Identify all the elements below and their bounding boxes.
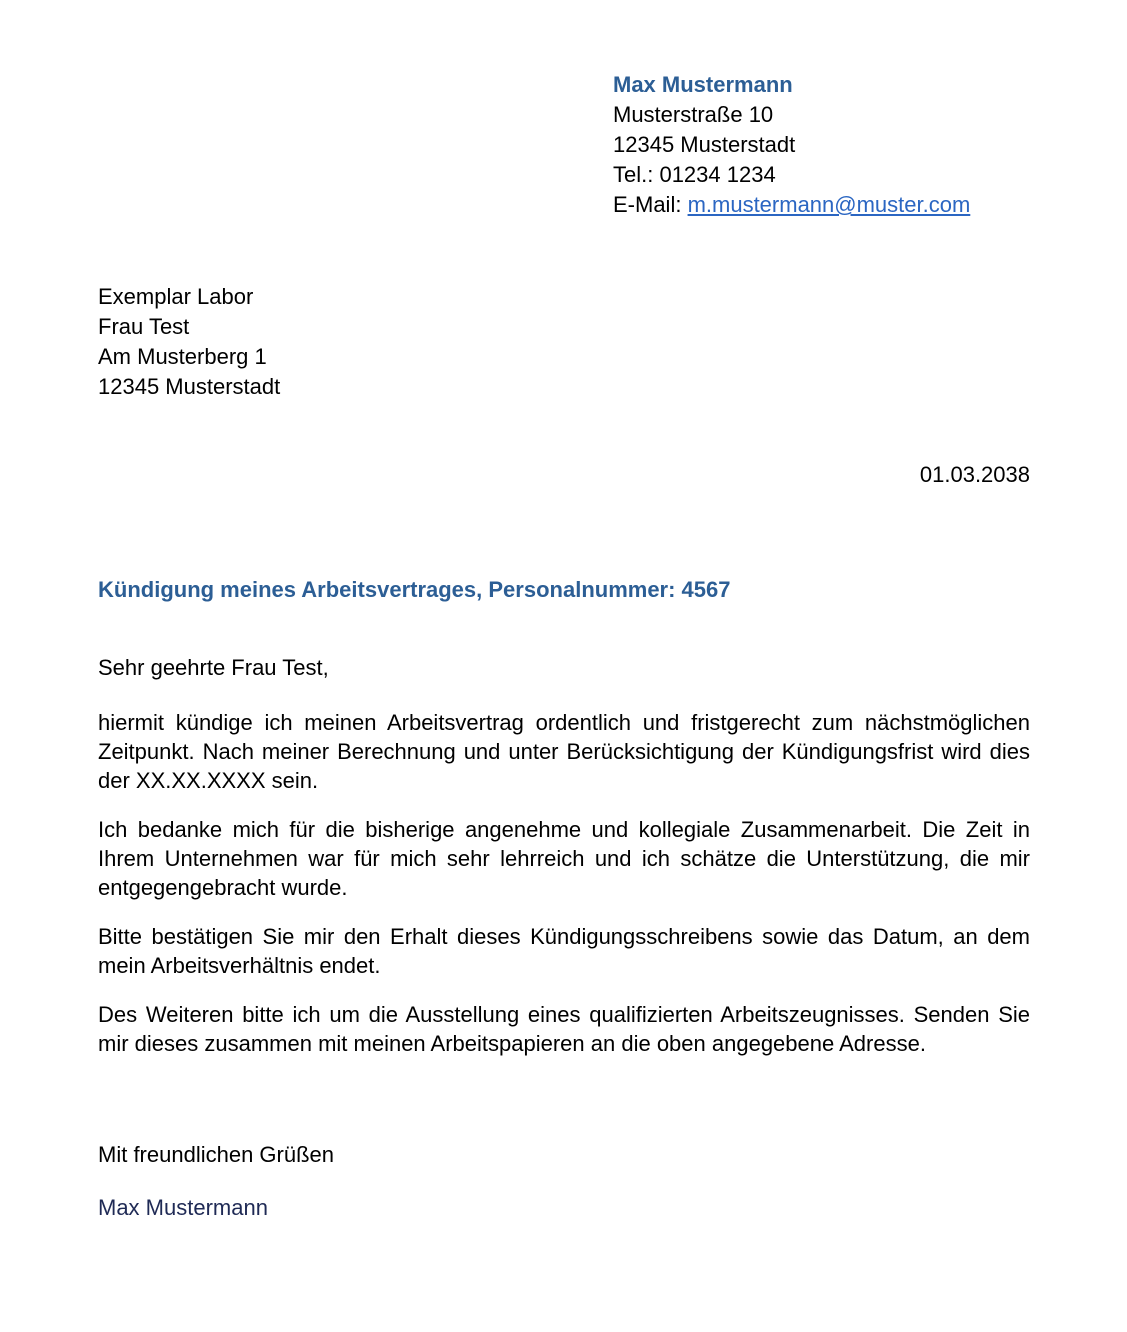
- sender-phone: Tel.: 01234 1234: [613, 162, 776, 187]
- email-label: E-Mail:: [613, 192, 688, 217]
- body-paragraph-4: Des Weiteren bitte ich um die Ausstellung eines qualifizierten Arbeitszeugnisses. Senden Sie mir dieses zusammen mit meinen Arbeitspapieren an die oben angegebene Adresse.: [98, 1002, 1030, 1056]
- sender-city: 12345 Musterstadt: [613, 132, 796, 157]
- salutation: Sehr geehrte Frau Test,: [98, 655, 329, 680]
- subject-line: Kündigung meines Arbeitsvertrages, Personalnummer: 4567: [98, 577, 731, 602]
- recipient-block: [98, 282, 1030, 402]
- recipient-contact: Frau Test: [98, 314, 190, 339]
- email-link[interactable]: m.mustermann@muster.com: [687, 192, 971, 217]
- recipient-city: 12345 Musterstadt: [98, 374, 281, 399]
- body-paragraph-2: Ich bedanke mich für die bisherige angenehme und kollegiale Zusammenarbeit. Die Zeit in Ihrem Unternehmen war für mich sehr lehrreich und ich schätze die Unterstützung, die mir entgegengebracht wurde.: [98, 817, 1030, 900]
- body-paragraph-1: hiermit kündige ich meinen Arbeitsvertrag ordentlich und fristgerecht zum nächstmöglichen Zeitpunkt. Nach meiner Berechnung und unter Berücksichtigung der Kündigungsfrist wird dies der XX.XX.XXXX sein.: [98, 710, 1030, 793]
- sender-email-line: [613, 190, 1030, 220]
- sender-block: [613, 70, 1030, 220]
- recipient-street: Am Musterberg 1: [98, 344, 267, 369]
- sender-street: Musterstraße 10: [613, 102, 774, 127]
- signature-name: Max Mustermann: [98, 1195, 268, 1220]
- sender-name: Max Mustermann: [613, 72, 793, 97]
- body-paragraph-3: Bitte bestätigen Sie mir den Erhalt dieses Kündigungsschreibens sowie das Datum, an dem mein Arbeitsverhältnis endet.: [98, 924, 1030, 978]
- closing-phrase: Mit freundlichen Grüßen: [98, 1142, 334, 1167]
- letter-date: 01.03.2038: [919, 462, 1030, 487]
- recipient-company: Exemplar Labor: [98, 284, 254, 309]
